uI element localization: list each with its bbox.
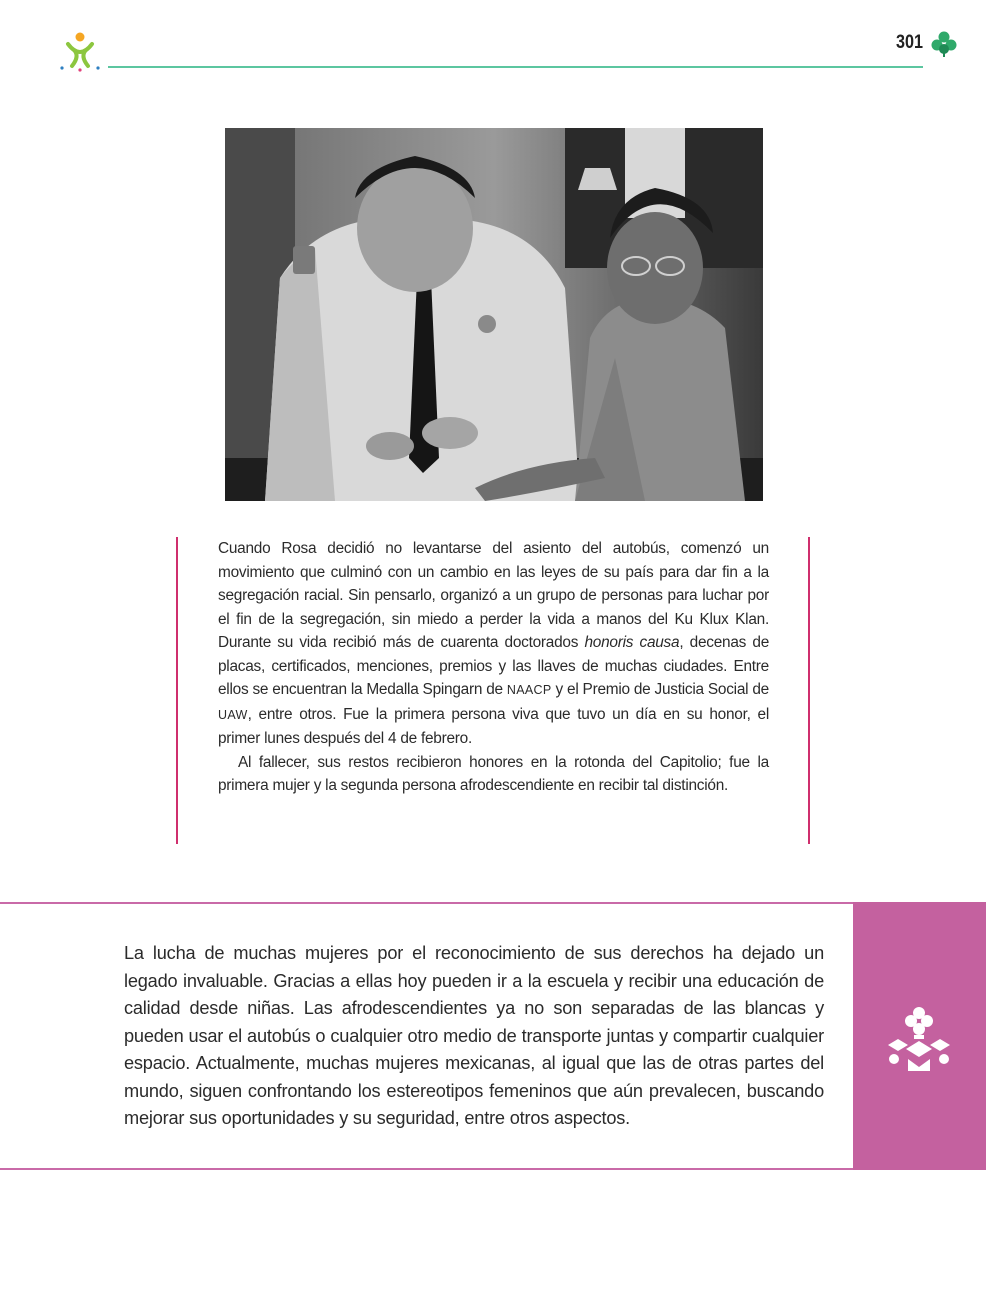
historical-photo [225,128,763,501]
caption-rule-right [808,537,810,844]
page-number: 301 [896,32,923,53]
caption-text: Cuando Rosa decidió no levantarse del asiento del autobús, comenzó un movimiento que culminó con un cambio en las leyes de su país para dar fin a la segregación racial. Sin pensarlo, organizó a un grupo de personas para luchar por el fin de la segregación, sin miedo a perder la vida a manos del Ku Klux Klan. Durante su vida recibió más de cuarenta doctorados [218,540,769,651]
acronym-uaw: UAW [218,707,248,722]
figure-logo-icon [58,30,102,72]
caption-rule-left [176,537,178,844]
caption-italic: honoris causa [584,634,680,651]
caption-text: , entre otros. Fue la primera persona viva que tuvo un día en su honor, el primer lunes después del 4 de febrero. [218,705,769,747]
main-paragraph: La lucha de muchas mujeres por el reconocimiento de sus derechos ha dejado un legado invaluable. Gracias a ellas hoy pueden ir a la escuela y recibir una educación de calidad desde niñas. Las afrodescendientes ya no son separadas de las blancas y pueden usar el autobús o cualquier otro medio de transporte juntas y compartir cualquier espacio. Actualmente, muchas mujeres mexicanas, al igual que las de otras partes del mundo, siguen confrontando los estereotipos femeninos que aún prevalecen, buscando mejorar sus oportunidades y su seguridad, entre otros aspectos. [124,943,824,1128]
band-bottom-rule [0,1168,853,1170]
flower-pattern-icon [884,1005,954,1075]
caption-text: , decenas de placas, certificados, menciones, premios y las llaves de muchas ciudades. Entre ellos se encuentran la Medalla Spingarn de [218,634,770,698]
caption-paragraph-2: Al fallecer, sus restos recibieron honores en la rotonda del Capitolio; fue la primera mujer y la segunda persona afrodescendiente en recibir tal distinción. [218,753,769,794]
caption-paragraph-1 [218,537,769,751]
photo-illustration [225,128,763,501]
acronym-naacp: NAACP [506,683,552,697]
clover-icon [930,30,958,58]
photo-caption [218,537,769,798]
caption-text: y el Premio de Justicia Social de [551,681,769,698]
band-top-rule [0,902,853,904]
header-rule [108,66,923,68]
